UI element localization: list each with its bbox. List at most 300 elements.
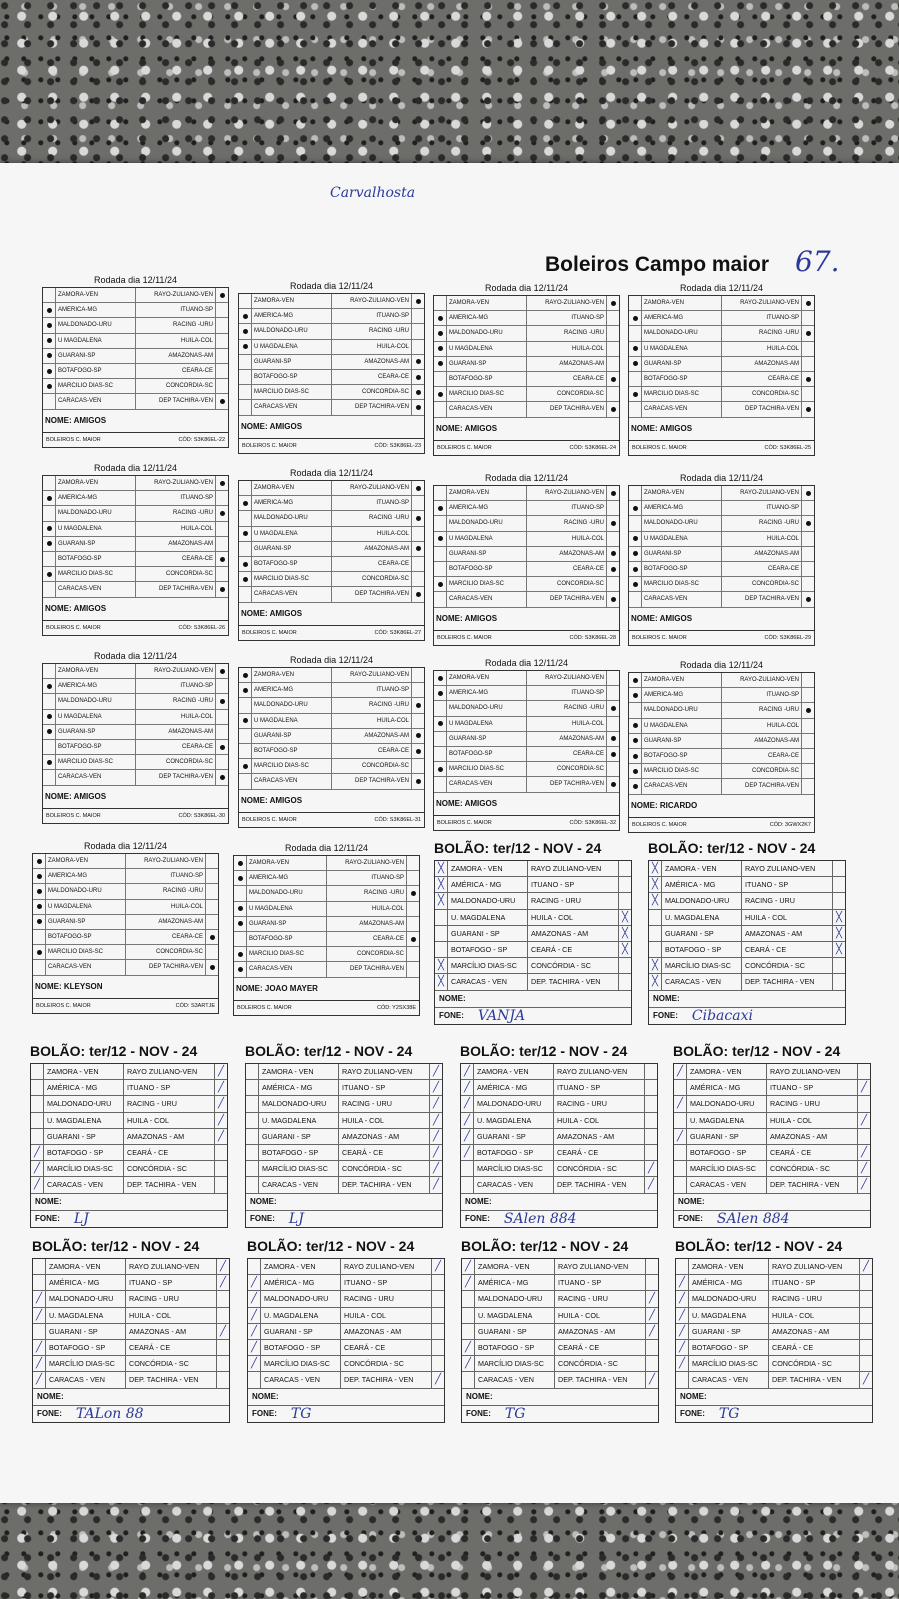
mark-cell-home[interactable] xyxy=(31,1129,44,1144)
mark-cell-away[interactable]: ╱ xyxy=(432,1082,440,1094)
mark-cell-away[interactable] xyxy=(215,522,228,536)
mark-cell-away[interactable] xyxy=(411,744,424,758)
mark-cell-home[interactable] xyxy=(434,311,447,325)
mark-cell-home[interactable]: ╱ xyxy=(676,1340,689,1355)
mark-cell-away[interactable] xyxy=(645,1080,657,1095)
mark-cell-home[interactable] xyxy=(43,725,56,739)
mark-cell-home[interactable] xyxy=(434,296,447,310)
mark-cell-away[interactable] xyxy=(432,1308,444,1323)
mark-cell-home[interactable] xyxy=(246,1096,259,1111)
mark-cell-away[interactable] xyxy=(411,729,424,743)
mark-cell-away[interactable] xyxy=(646,1259,658,1274)
mark-cell-away[interactable] xyxy=(801,296,814,310)
mark-cell-away[interactable]: ╱ xyxy=(434,1374,442,1386)
mark-cell-home[interactable] xyxy=(239,542,252,556)
mark-cell-home[interactable] xyxy=(246,1145,259,1160)
mark-cell-home[interactable]: ╱ xyxy=(31,1145,44,1160)
mark-cell-away[interactable] xyxy=(606,296,619,310)
mark-cell-away[interactable] xyxy=(406,886,419,900)
mark-cell-home[interactable] xyxy=(649,926,662,941)
fone-row[interactable] xyxy=(649,1008,845,1024)
mark-cell-away[interactable] xyxy=(833,877,845,892)
mark-cell-home[interactable] xyxy=(649,942,662,957)
nome-row[interactable] xyxy=(31,1194,227,1211)
nome-row[interactable] xyxy=(461,1194,657,1211)
mark-cell-away[interactable] xyxy=(801,516,814,530)
mark-cell-away[interactable] xyxy=(860,1308,872,1323)
mark-cell-away[interactable]: ╱ xyxy=(219,1261,227,1273)
mark-cell-home[interactable] xyxy=(629,688,642,702)
mark-cell-home[interactable] xyxy=(31,1080,44,1095)
mark-cell-away[interactable] xyxy=(801,592,814,606)
mark-cell-away[interactable] xyxy=(606,717,619,731)
mark-cell-home[interactable] xyxy=(629,387,642,401)
mark-cell-home[interactable]: ╱ xyxy=(461,1064,474,1079)
mark-cell-home[interactable]: ╱ xyxy=(248,1340,261,1355)
mark-cell-away[interactable] xyxy=(858,1064,870,1079)
mark-cell-away[interactable] xyxy=(860,1340,872,1355)
mark-cell-home[interactable] xyxy=(239,324,252,338)
mark-cell-away[interactable] xyxy=(411,557,424,571)
mark-cell-home[interactable]: ╱ xyxy=(674,1064,687,1079)
mark-cell-home[interactable] xyxy=(246,1177,259,1192)
mark-cell-home[interactable] xyxy=(649,910,662,925)
mark-cell-home[interactable] xyxy=(234,856,247,870)
mark-cell-away[interactable] xyxy=(411,511,424,525)
mark-cell-away[interactable] xyxy=(411,324,424,338)
mark-cell-home[interactable] xyxy=(629,734,642,748)
mark-cell-home[interactable] xyxy=(461,1161,474,1176)
mark-cell-home[interactable]: ╳ xyxy=(435,974,448,989)
mark-cell-away[interactable] xyxy=(411,774,424,788)
nome-row[interactable] xyxy=(248,1389,444,1406)
mark-cell-home[interactable] xyxy=(33,900,46,914)
mark-cell-home[interactable] xyxy=(434,777,447,791)
mark-cell-home[interactable] xyxy=(434,732,447,746)
mark-cell-home[interactable] xyxy=(239,527,252,541)
mark-cell-home[interactable] xyxy=(234,917,247,931)
mark-cell-home[interactable] xyxy=(43,710,56,724)
mark-cell-home[interactable] xyxy=(676,1259,689,1274)
mark-cell-home[interactable]: ╳ xyxy=(649,958,662,973)
mark-cell-home[interactable] xyxy=(462,1308,475,1323)
mark-cell-away[interactable] xyxy=(606,747,619,761)
mark-cell-away[interactable] xyxy=(619,958,631,973)
mark-cell-away[interactable] xyxy=(411,668,424,682)
mark-cell-away[interactable]: ╱ xyxy=(434,1261,442,1273)
mark-cell-home[interactable] xyxy=(629,296,642,310)
mark-cell-home[interactable] xyxy=(629,372,642,386)
fone-row[interactable] xyxy=(246,1211,442,1227)
mark-cell-home[interactable] xyxy=(43,349,56,363)
mark-cell-away[interactable] xyxy=(801,719,814,733)
mark-cell-home[interactable]: ╱ xyxy=(248,1324,261,1339)
mark-cell-home[interactable] xyxy=(239,729,252,743)
mark-cell-away[interactable] xyxy=(215,740,228,754)
mark-cell-away[interactable] xyxy=(411,759,424,773)
mark-cell-home[interactable] xyxy=(629,673,642,687)
mark-cell-home[interactable] xyxy=(43,288,56,302)
mark-cell-home[interactable]: ╳ xyxy=(435,958,448,973)
mark-cell-home[interactable]: ╱ xyxy=(248,1356,261,1371)
mark-cell-away[interactable] xyxy=(411,309,424,323)
mark-cell-away[interactable] xyxy=(215,710,228,724)
mark-cell-home[interactable] xyxy=(248,1372,261,1387)
mark-cell-away[interactable]: ╳ xyxy=(835,911,843,923)
mark-cell-away[interactable]: ╱ xyxy=(432,1098,440,1110)
mark-cell-away[interactable] xyxy=(411,542,424,556)
mark-cell-away[interactable] xyxy=(606,516,619,530)
mark-cell-away[interactable]: ╱ xyxy=(648,1309,656,1321)
mark-cell-away[interactable] xyxy=(432,1291,444,1306)
mark-cell-away[interactable] xyxy=(606,701,619,715)
mark-cell-away[interactable] xyxy=(406,871,419,885)
mark-cell-home[interactable] xyxy=(629,719,642,733)
mark-cell-home[interactable] xyxy=(674,1161,687,1176)
mark-cell-away[interactable] xyxy=(217,1356,229,1371)
mark-cell-home[interactable] xyxy=(246,1080,259,1095)
mark-cell-away[interactable]: ╱ xyxy=(647,1179,655,1191)
mark-cell-home[interactable] xyxy=(434,577,447,591)
fone-row[interactable] xyxy=(435,1008,631,1024)
mark-cell-away[interactable] xyxy=(646,1340,658,1355)
mark-cell-away[interactable] xyxy=(215,303,228,317)
mark-cell-away[interactable] xyxy=(619,893,631,908)
mark-cell-away[interactable] xyxy=(619,861,631,876)
mark-cell-home[interactable] xyxy=(674,1080,687,1095)
mark-cell-away[interactable] xyxy=(215,349,228,363)
mark-cell-home[interactable] xyxy=(434,562,447,576)
mark-cell-home[interactable] xyxy=(43,552,56,566)
nome-row[interactable] xyxy=(435,991,631,1008)
mark-cell-away[interactable] xyxy=(606,686,619,700)
mark-cell-away[interactable] xyxy=(411,340,424,354)
mark-cell-home[interactable]: ╱ xyxy=(461,1145,474,1160)
mark-cell-home[interactable] xyxy=(435,926,448,941)
mark-cell-home[interactable] xyxy=(629,547,642,561)
mark-cell-home[interactable] xyxy=(434,671,447,685)
mark-cell-away[interactable] xyxy=(801,764,814,778)
mark-cell-home[interactable] xyxy=(434,592,447,606)
mark-cell-home[interactable] xyxy=(434,717,447,731)
mark-cell-home[interactable] xyxy=(43,537,56,551)
mark-cell-away[interactable]: ╱ xyxy=(860,1147,868,1159)
mark-cell-away[interactable] xyxy=(801,749,814,763)
mark-cell-away[interactable] xyxy=(411,698,424,712)
mark-cell-away[interactable]: ╱ xyxy=(860,1163,868,1175)
mark-cell-away[interactable] xyxy=(833,861,845,876)
mark-cell-home[interactable] xyxy=(33,884,46,898)
mark-cell-away[interactable] xyxy=(619,877,631,892)
mark-cell-home[interactable]: ╱ xyxy=(461,1080,474,1095)
fone-row[interactable] xyxy=(33,1406,229,1422)
mark-cell-away[interactable]: ╱ xyxy=(217,1098,225,1110)
mark-cell-home[interactable]: ╱ xyxy=(676,1308,689,1323)
mark-cell-away[interactable] xyxy=(646,1356,658,1371)
mark-cell-away[interactable] xyxy=(406,932,419,946)
mark-cell-away[interactable] xyxy=(205,915,218,929)
mark-cell-home[interactable] xyxy=(629,764,642,778)
mark-cell-away[interactable] xyxy=(833,974,845,989)
mark-cell-away[interactable] xyxy=(432,1356,444,1371)
mark-cell-home[interactable] xyxy=(239,370,252,384)
mark-cell-home[interactable] xyxy=(434,326,447,340)
mark-cell-home[interactable] xyxy=(239,511,252,525)
mark-cell-home[interactable] xyxy=(239,309,252,323)
mark-cell-home[interactable]: ╱ xyxy=(33,1372,46,1387)
nome-row[interactable] xyxy=(33,1389,229,1406)
mark-cell-away[interactable]: ╱ xyxy=(432,1130,440,1142)
mark-cell-home[interactable] xyxy=(234,902,247,916)
mark-cell-home[interactable] xyxy=(43,582,56,596)
mark-cell-home[interactable]: ╱ xyxy=(248,1275,261,1290)
nome-row[interactable] xyxy=(674,1194,870,1211)
mark-cell-away[interactable] xyxy=(801,779,814,793)
fone-row[interactable] xyxy=(674,1211,870,1227)
mark-cell-home[interactable]: ╳ xyxy=(649,974,662,989)
mark-cell-away[interactable]: ╱ xyxy=(219,1277,227,1289)
mark-cell-away[interactable] xyxy=(411,385,424,399)
mark-cell-away[interactable] xyxy=(606,732,619,746)
mark-cell-home[interactable] xyxy=(629,342,642,356)
mark-cell-away[interactable] xyxy=(215,694,228,708)
mark-cell-home[interactable] xyxy=(239,400,252,414)
mark-cell-away[interactable] xyxy=(215,379,228,393)
mark-cell-home[interactable]: ╱ xyxy=(461,1129,474,1144)
mark-cell-home[interactable] xyxy=(43,740,56,754)
mark-cell-home[interactable] xyxy=(434,762,447,776)
mark-cell-home[interactable]: ╱ xyxy=(248,1308,261,1323)
mark-cell-away[interactable] xyxy=(432,1324,444,1339)
mark-cell-home[interactable] xyxy=(434,486,447,500)
mark-cell-home[interactable] xyxy=(629,357,642,371)
mark-cell-home[interactable] xyxy=(239,683,252,697)
mark-cell-away[interactable] xyxy=(606,357,619,371)
mark-cell-away[interactable] xyxy=(406,902,419,916)
mark-cell-home[interactable]: ╱ xyxy=(33,1340,46,1355)
mark-cell-away[interactable] xyxy=(606,387,619,401)
mark-cell-home[interactable]: ╱ xyxy=(31,1161,44,1176)
mark-cell-home[interactable] xyxy=(462,1324,475,1339)
mark-cell-away[interactable] xyxy=(606,402,619,416)
fone-row[interactable] xyxy=(462,1406,658,1422)
mark-cell-home[interactable] xyxy=(239,714,252,728)
mark-cell-home[interactable] xyxy=(43,694,56,708)
mark-cell-home[interactable] xyxy=(33,869,46,883)
mark-cell-away[interactable] xyxy=(411,714,424,728)
mark-cell-away[interactable] xyxy=(858,1096,870,1111)
mark-cell-away[interactable] xyxy=(215,582,228,596)
mark-cell-away[interactable] xyxy=(205,884,218,898)
mark-cell-home[interactable] xyxy=(234,962,247,976)
nome-row[interactable] xyxy=(246,1194,442,1211)
mark-cell-away[interactable] xyxy=(217,1372,229,1387)
mark-cell-home[interactable]: ╱ xyxy=(461,1096,474,1111)
mark-cell-home[interactable] xyxy=(629,703,642,717)
mark-cell-home[interactable] xyxy=(43,364,56,378)
mark-cell-home[interactable]: ╱ xyxy=(676,1291,689,1306)
mark-cell-home[interactable] xyxy=(461,1177,474,1192)
mark-cell-away[interactable] xyxy=(606,501,619,515)
mark-cell-home[interactable] xyxy=(629,402,642,416)
mark-cell-home[interactable] xyxy=(629,562,642,576)
mark-cell-away[interactable]: ╱ xyxy=(647,1163,655,1175)
mark-cell-home[interactable] xyxy=(239,557,252,571)
mark-cell-away[interactable] xyxy=(215,725,228,739)
mark-cell-home[interactable] xyxy=(43,567,56,581)
mark-cell-away[interactable]: ╱ xyxy=(432,1179,440,1191)
mark-cell-away[interactable] xyxy=(801,486,814,500)
mark-cell-home[interactable] xyxy=(31,1113,44,1128)
mark-cell-home[interactable] xyxy=(629,577,642,591)
mark-cell-away[interactable] xyxy=(801,688,814,702)
fone-row[interactable] xyxy=(31,1211,227,1227)
mark-cell-home[interactable] xyxy=(674,1113,687,1128)
mark-cell-away[interactable]: ╱ xyxy=(432,1147,440,1159)
mark-cell-home[interactable] xyxy=(434,501,447,515)
mark-cell-away[interactable] xyxy=(860,1356,872,1371)
mark-cell-away[interactable] xyxy=(411,572,424,586)
mark-cell-away[interactable] xyxy=(215,1161,227,1176)
mark-cell-home[interactable]: ╱ xyxy=(676,1275,689,1290)
mark-cell-home[interactable] xyxy=(43,755,56,769)
mark-cell-home[interactable] xyxy=(239,744,252,758)
mark-cell-away[interactable] xyxy=(217,1291,229,1306)
mark-cell-away[interactable]: ╱ xyxy=(860,1114,868,1126)
mark-cell-home[interactable] xyxy=(31,1064,44,1079)
mark-cell-away[interactable]: ╱ xyxy=(648,1325,656,1337)
mark-cell-home[interactable] xyxy=(43,522,56,536)
mark-cell-away[interactable] xyxy=(801,532,814,546)
mark-cell-home[interactable] xyxy=(629,501,642,515)
mark-cell-away[interactable]: ╱ xyxy=(860,1082,868,1094)
mark-cell-home[interactable] xyxy=(239,572,252,586)
mark-cell-home[interactable] xyxy=(33,960,46,974)
mark-cell-away[interactable]: ╳ xyxy=(835,927,843,939)
mark-cell-away[interactable] xyxy=(801,342,814,356)
mark-cell-home[interactable]: ╱ xyxy=(462,1356,475,1371)
mark-cell-away[interactable] xyxy=(645,1145,657,1160)
mark-cell-away[interactable] xyxy=(215,318,228,332)
mark-cell-home[interactable] xyxy=(434,402,447,416)
mark-cell-away[interactable] xyxy=(606,577,619,591)
mark-cell-away[interactable]: ╳ xyxy=(621,911,629,923)
mark-cell-away[interactable] xyxy=(833,893,845,908)
mark-cell-home[interactable]: ╱ xyxy=(676,1356,689,1371)
mark-cell-home[interactable] xyxy=(31,1096,44,1111)
mark-cell-home[interactable] xyxy=(43,303,56,317)
mark-cell-away[interactable] xyxy=(606,311,619,325)
mark-cell-home[interactable] xyxy=(239,774,252,788)
mark-cell-away[interactable] xyxy=(406,947,419,961)
mark-cell-home[interactable] xyxy=(43,770,56,784)
mark-cell-away[interactable] xyxy=(215,537,228,551)
mark-cell-away[interactable] xyxy=(801,402,814,416)
mark-cell-away[interactable] xyxy=(215,506,228,520)
mark-cell-home[interactable] xyxy=(246,1113,259,1128)
mark-cell-away[interactable] xyxy=(205,960,218,974)
fone-row[interactable] xyxy=(248,1406,444,1422)
mark-cell-home[interactable] xyxy=(434,372,447,386)
mark-cell-away[interactable] xyxy=(217,1308,229,1323)
mark-cell-away[interactable] xyxy=(205,945,218,959)
mark-cell-away[interactable] xyxy=(606,532,619,546)
mark-cell-home[interactable] xyxy=(434,547,447,561)
mark-cell-away[interactable] xyxy=(801,326,814,340)
mark-cell-home[interactable] xyxy=(43,664,56,678)
mark-cell-away[interactable] xyxy=(406,856,419,870)
mark-cell-away[interactable]: ╱ xyxy=(217,1066,225,1078)
mark-cell-home[interactable] xyxy=(629,486,642,500)
mark-cell-home[interactable] xyxy=(43,318,56,332)
mark-cell-away[interactable] xyxy=(205,854,218,868)
mark-cell-home[interactable] xyxy=(246,1129,259,1144)
mark-cell-home[interactable] xyxy=(248,1259,261,1274)
nome-row[interactable] xyxy=(649,991,845,1008)
fone-row[interactable] xyxy=(676,1406,872,1422)
mark-cell-home[interactable]: ╳ xyxy=(649,893,662,908)
mark-cell-away[interactable] xyxy=(411,527,424,541)
mark-cell-away[interactable] xyxy=(205,869,218,883)
mark-cell-home[interactable] xyxy=(239,759,252,773)
mark-cell-away[interactable] xyxy=(801,372,814,386)
mark-cell-away[interactable] xyxy=(606,777,619,791)
mark-cell-home[interactable]: ╱ xyxy=(462,1340,475,1355)
mark-cell-home[interactable] xyxy=(434,747,447,761)
mark-cell-away[interactable] xyxy=(406,962,419,976)
mark-cell-home[interactable]: ╳ xyxy=(435,877,448,892)
mark-cell-away[interactable] xyxy=(646,1275,658,1290)
mark-cell-home[interactable] xyxy=(43,476,56,490)
mark-cell-away[interactable]: ╳ xyxy=(835,944,843,956)
mark-cell-home[interactable] xyxy=(434,516,447,530)
mark-cell-away[interactable]: ╱ xyxy=(432,1114,440,1126)
mark-cell-away[interactable]: ╳ xyxy=(621,944,629,956)
mark-cell-home[interactable] xyxy=(674,1145,687,1160)
mark-cell-home[interactable] xyxy=(434,342,447,356)
mark-cell-away[interactable] xyxy=(411,370,424,384)
mark-cell-home[interactable] xyxy=(33,930,46,944)
mark-cell-away[interactable] xyxy=(606,547,619,561)
mark-cell-away[interactable] xyxy=(411,481,424,495)
mark-cell-home[interactable] xyxy=(33,915,46,929)
mark-cell-home[interactable] xyxy=(33,1259,46,1274)
mark-cell-home[interactable]: ╱ xyxy=(33,1308,46,1323)
mark-cell-home[interactable] xyxy=(239,698,252,712)
mark-cell-home[interactable] xyxy=(239,294,252,308)
mark-cell-home[interactable] xyxy=(629,592,642,606)
mark-cell-away[interactable] xyxy=(801,501,814,515)
mark-cell-away[interactable] xyxy=(411,496,424,510)
mark-cell-away[interactable] xyxy=(205,930,218,944)
mark-cell-home[interactable] xyxy=(33,854,46,868)
mark-cell-home[interactable] xyxy=(676,1372,689,1387)
mark-cell-home[interactable] xyxy=(435,942,448,957)
mark-cell-away[interactable] xyxy=(801,387,814,401)
mark-cell-home[interactable] xyxy=(239,587,252,601)
mark-cell-home[interactable] xyxy=(234,932,247,946)
mark-cell-away[interactable] xyxy=(833,958,845,973)
mark-cell-away[interactable]: ╱ xyxy=(432,1066,440,1078)
mark-cell-away[interactable] xyxy=(606,486,619,500)
mark-cell-away[interactable] xyxy=(619,974,631,989)
mark-cell-away[interactable] xyxy=(801,577,814,591)
mark-cell-away[interactable] xyxy=(606,592,619,606)
mark-cell-home[interactable]: ╱ xyxy=(461,1113,474,1128)
mark-cell-home[interactable] xyxy=(246,1064,259,1079)
mark-cell-home[interactable]: ╳ xyxy=(435,893,448,908)
mark-cell-away[interactable] xyxy=(801,311,814,325)
